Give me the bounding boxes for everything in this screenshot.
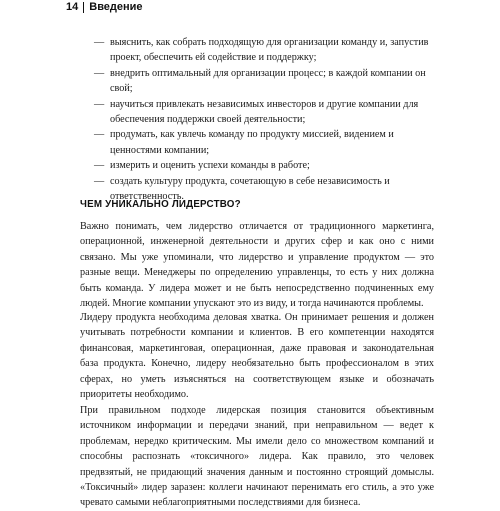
- running-header: [66, 0, 143, 14]
- bullet-dash: —: [94, 175, 105, 187]
- list-item: [94, 158, 434, 173]
- list-item-text: продумать, как увлечь команду по продукту миссией, видением и ценностями компании;: [110, 129, 394, 156]
- bullet-dash: —: [94, 37, 105, 48]
- bullet-list: [94, 35, 434, 204]
- list-item: [94, 66, 434, 97]
- section-heading: ЧЕМ УНИКАЛЬНО ЛИДЕРСТВО?: [80, 199, 241, 210]
- bullet-dash: —: [94, 67, 105, 79]
- paragraph: Лидеру продукта необходима деловая хватка. Он принимает решения и должен учитывать потребности компании и клиентов. В его компетенции находятся финансовая, маркетинговая, операционная, даже правовая и законодательная база продукта. Конечно, лидеру необязательно быть профессионалом в этих сферах, но уметь изъясняться на соответствующем языке и обозначать приоритеты необходимо.: [80, 312, 434, 401]
- list-item: [94, 35, 434, 66]
- bullet-dash: —: [94, 160, 105, 172]
- paragraph: Важно понимать, чем лидерство отличается от традиционного маркетинга, операционной, инженерной деятельности и других сфер и как оно с ними связано. Мы уже упоминали, что лидерство и управление продуктом — это разные вещи. Менеджеры по определению управленцы, то есть у них должна быть команда. У лидера может и не быть непосредственно подчиненных ему людей. Многие компании упускают это из виду, и тогда начинаются проблемы.: [80, 221, 434, 310]
- page-number: 14: [66, 1, 79, 13]
- bullet-dash: —: [94, 129, 105, 141]
- list-item-text: создать культуру продукта, сочетающую в себе независимость и ответственность.: [110, 175, 390, 203]
- list-item-text: внедрить оптимальный для организации процесс; в каждой компании он свой;: [110, 67, 426, 95]
- bullet-dash: —: [94, 98, 105, 110]
- header-divider: [83, 2, 84, 13]
- paragraph: При правильном подходе лидерская позиция становится объективным источником информации и передачи знаний, при неправильном — ведет к проблемам, нередко критическим. Мы имели дело со множеством компаний и способны распознать «токсичного» лидера. Как правило, это человек предвзятый, не придающий значения данным и постоянно строящий домыслы. «Токсичный» лидер заразен: коллеги начинают перенимать его стиль, а это уже чревато самыми неблагоприятными последствиями для бизнеса.: [80, 405, 434, 509]
- list-item: [94, 127, 434, 158]
- list-item-text: выяснить, как собрать подходящую для организации команду и, запустив проект, обеспечить ей содействие и поддержку;: [110, 37, 429, 64]
- list-item-text: измерить и оценить успехи команды в работе;: [110, 160, 310, 172]
- list-item-text: научиться привлекать независимых инвесторов и другие компании для обеспечения поддержки своей деятельности;: [110, 98, 419, 126]
- chapter-title: Введение: [89, 1, 143, 13]
- list-item: [94, 97, 434, 128]
